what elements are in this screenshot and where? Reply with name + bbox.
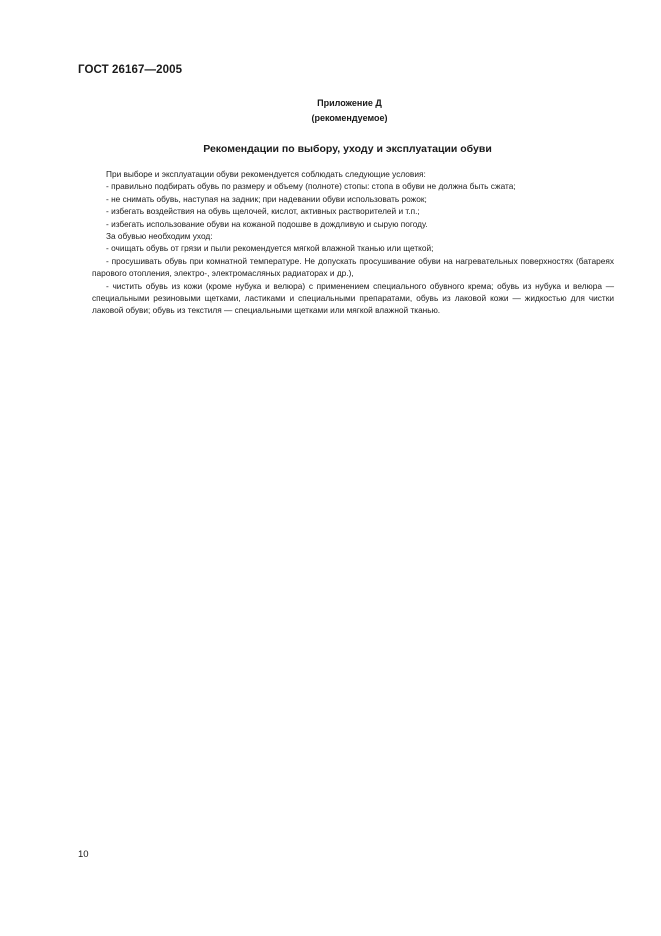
list-item: - чистить обувь из кожи (кроме нубука и велюра) с применением специального обувного крема; обувь из нубука и велюра — специальными резиновыми щетками, ластиками и специальными препаратами, обувь из лаковой кожи — жидкостью для чистки лаковой обуви; обувь из текстиля — специальными щетками или мягкой влажной тканью. [92,280,614,316]
document-code: ГОСТ 26167—2005 [78,64,183,76]
paragraph-intro: При выборе и эксплуатации обуви рекомендуется соблюдать следующие условия: [106,169,426,179]
body-text [92,168,614,317]
appendix-label: Приложение Д [317,98,382,108]
list-item: - не снимать обувь, наступая на задник; при надевании обуви использовать рожок; [106,193,427,204]
appendix-heading [0,96,661,126]
page-title: Рекомендации по выбору, уходу и эксплуатации обуви [203,143,492,155]
list-item: - избегать воздействия на обувь щелочей, кислот, активных растворителей и т.п.; [106,206,420,217]
list-item: - просушивать обувь при комнатной температуре. Не допускать просушивание обуви на нагревательных поверхностях (батареях парового отопления, электро-, электромасляных радиаторах и др.), [92,255,614,279]
appendix-status: (рекомендуемое) [311,113,388,123]
list-item: - избегать использование обуви на кожаной подошве в дождливую и сырую погоду. [106,218,428,229]
list-item: - очищать обувь от грязи и пыли рекомендуется мягкой влажной тканью или щеткой; [106,243,434,254]
page-number: 10 [78,849,89,860]
list-item: - правильно подбирать обувь по размеру и объему (полноте) стопы: стопа в обуви не должна быть сжата; [106,181,516,192]
paragraph-care: За обувью необходим уход: [106,231,213,242]
